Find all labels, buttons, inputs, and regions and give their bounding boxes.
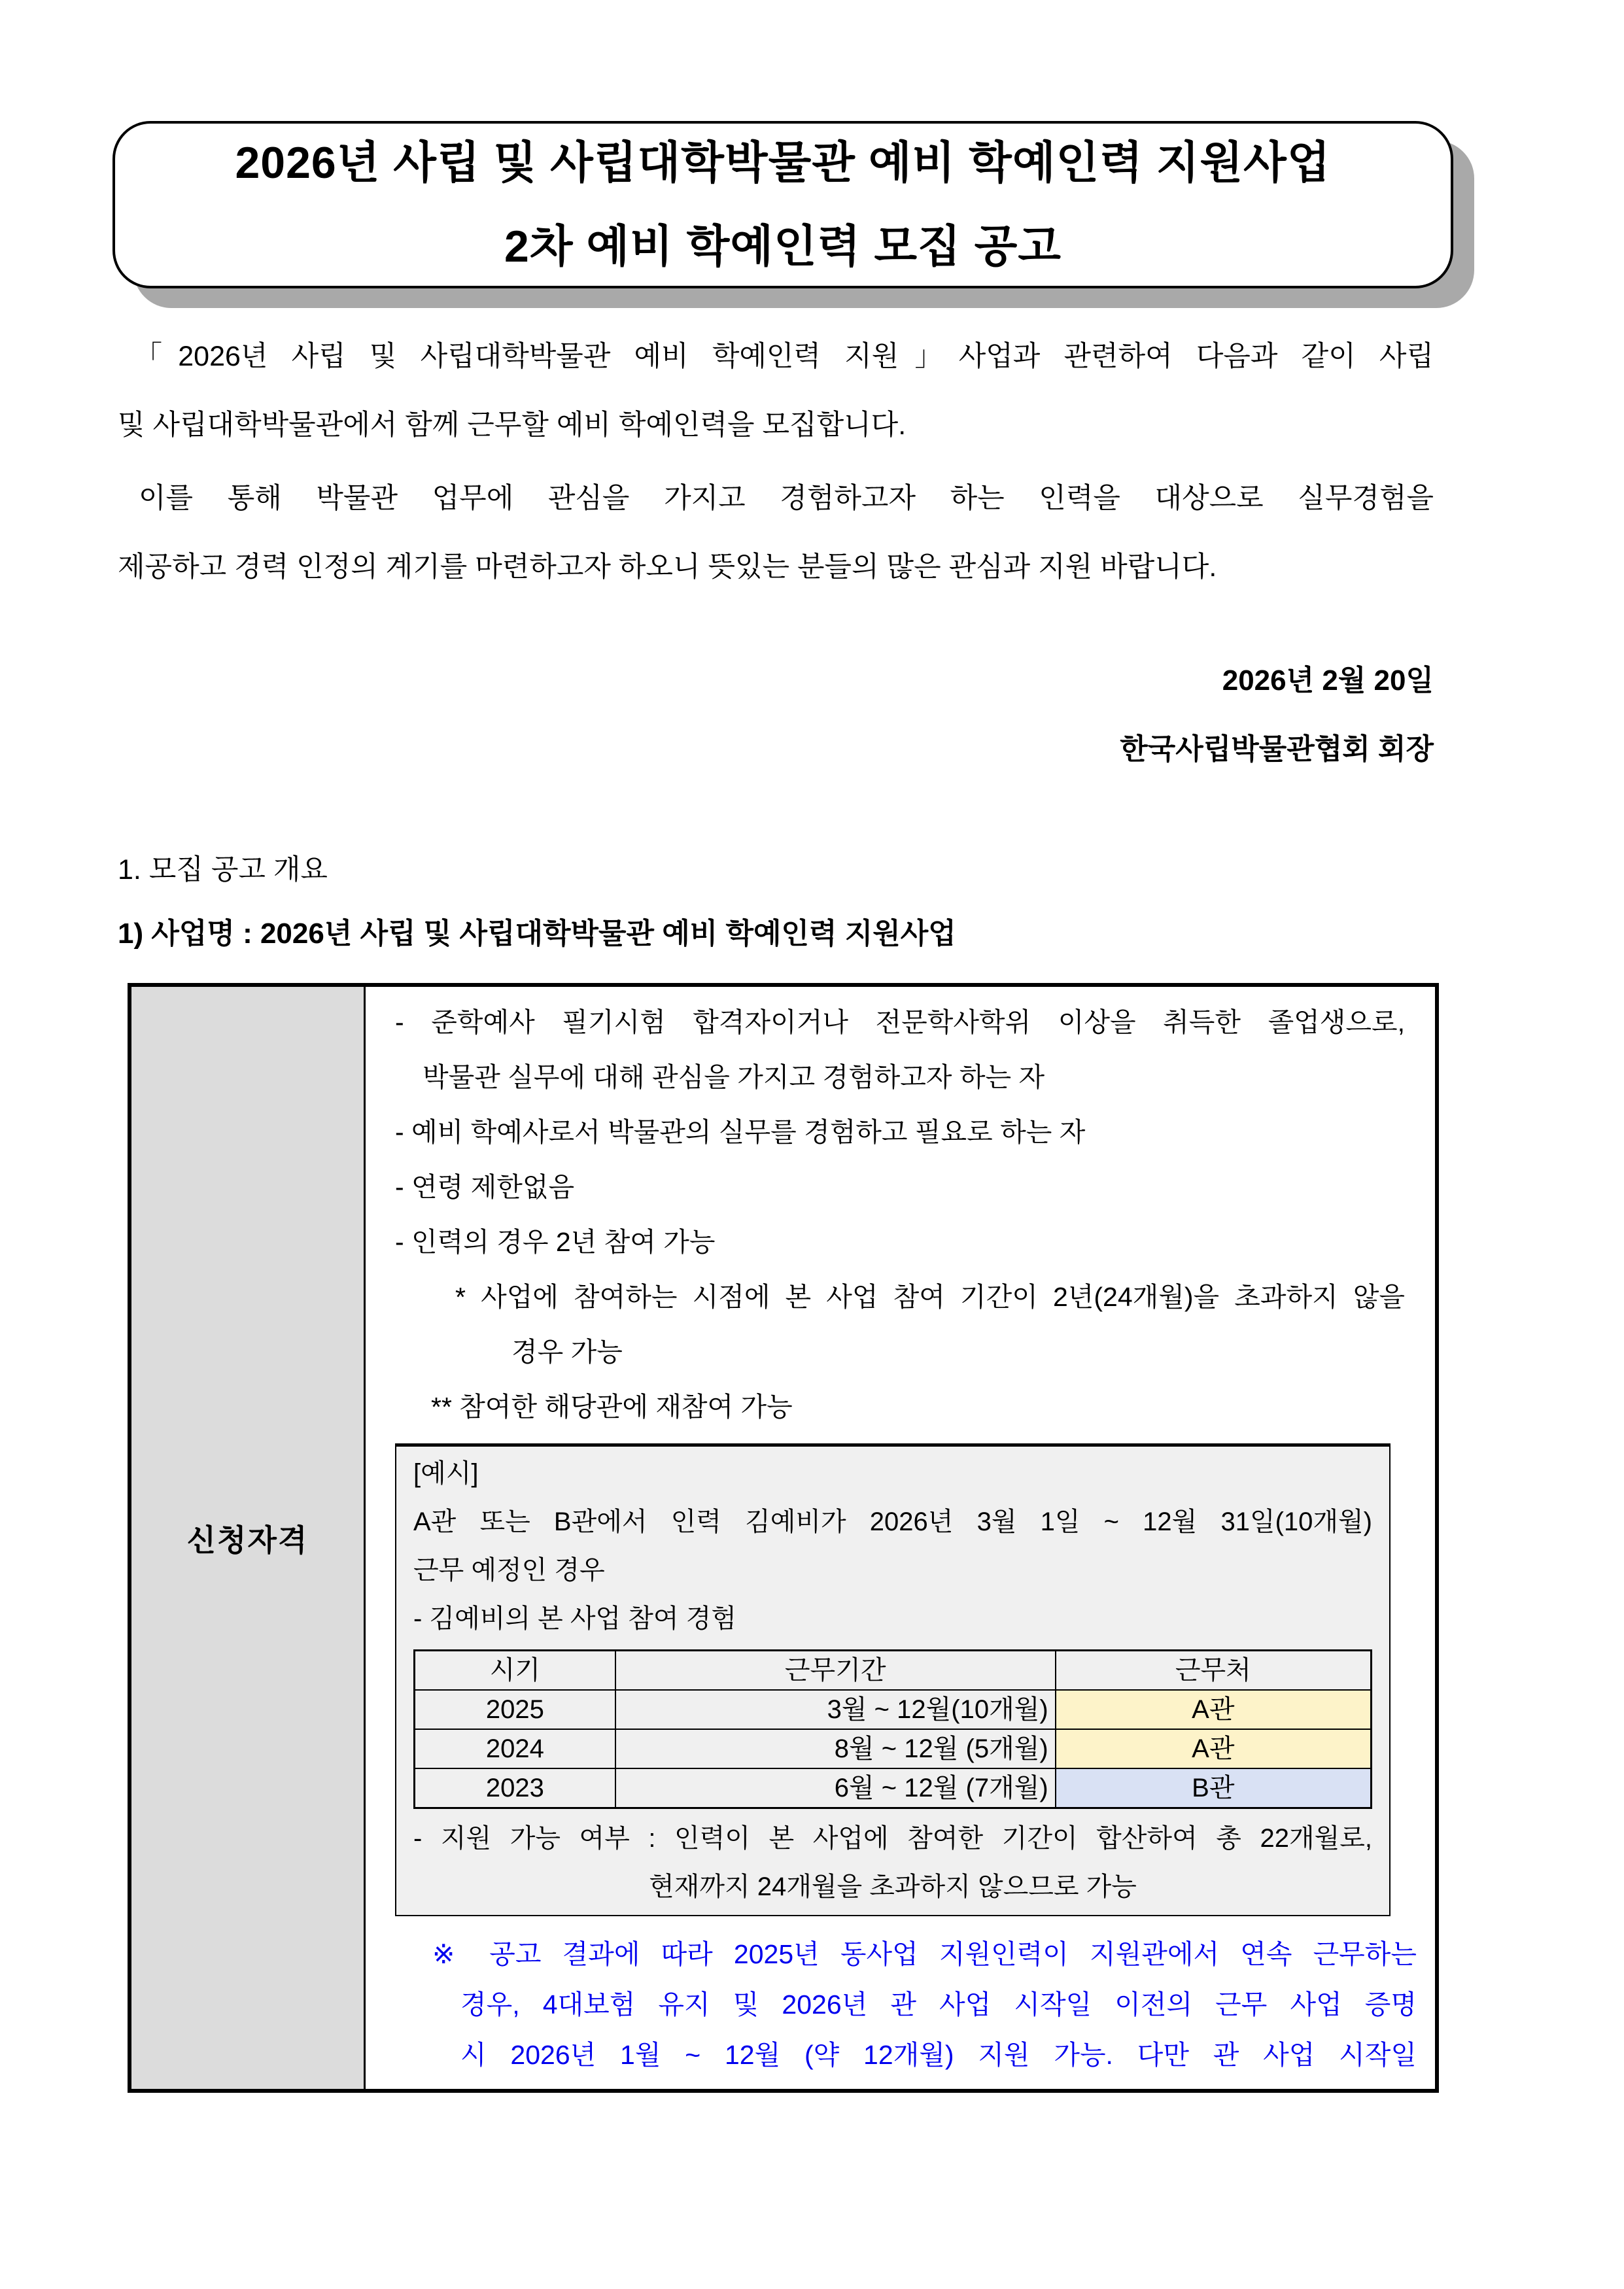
title-box — [112, 121, 1453, 288]
blue-note-line1: ※ 공고 결과에 따라 2025년 동사업 지원인력이 지원관에서 연속 근무하는 — [432, 1939, 1417, 1969]
intro-p1-line1: 「2026년 사립 및 사립대학박물관 예비 학예인력 지원」사업과 관련하여 다음과 같이 사립 — [134, 341, 1434, 372]
qualification-bullets — [395, 995, 1405, 1434]
title-line-2: 2차 예비 학예인력 모집 공고 — [504, 222, 1062, 271]
intro-p2-line1: 이를 통해 박물관 업무에 관심을 가지고 경험하고자 하는 인력을 대상으로 실무경험을 — [139, 483, 1434, 514]
history-row-2025 — [415, 1690, 1372, 1729]
history-workplace: A관 — [1056, 1729, 1372, 1768]
section-heading: 1. 모집 공고 개요 — [118, 854, 328, 886]
bullet-4: - 인력의 경우 2년 참여 가능 — [395, 1227, 716, 1257]
example-intro-line2: 근무 예정인 경우 — [413, 1556, 605, 1585]
signoff-date: 2026년 2월 20일 — [1222, 664, 1434, 697]
history-workplace: B관 — [1056, 1768, 1372, 1808]
intro-p1-line2: 및 사립대학박물관에서 함께 근무할 예비 학예인력을 모집합니다. — [118, 409, 907, 441]
example-intro-line1: A관 또는 B관에서 인력 김예비가 2026년 3월 1일 ~ 12월 31일(10개월) — [413, 1507, 1372, 1536]
bullet-6: ** 참여한 해당관에 재참여 가능 — [431, 1392, 793, 1422]
history-header-period: 시기 — [415, 1651, 615, 1691]
eligibility-line1: - 지원 가능 여부 : 인력이 본 사업에 참여한 기간이 합산하여 총 22개월로, — [413, 1824, 1372, 1853]
blue-note — [395, 1929, 1417, 2080]
history-workplace: A관 — [1056, 1690, 1372, 1729]
intro-paragraph-2 — [118, 464, 1434, 602]
history-header-duration: 근무기간 — [615, 1651, 1056, 1691]
bullet-3: - 연령 제한없음 — [395, 1172, 575, 1202]
example-label: [예시] — [413, 1459, 479, 1488]
qualification-row-header: 신청자격 — [186, 1523, 309, 1557]
history-duration: 6월 ~ 12월 (7개월) — [615, 1768, 1056, 1808]
blue-note-line2: 경우, 4대보험 유지 및 2026년 관 사업 시작일 이전의 근무 사업 증명 — [460, 1989, 1417, 2020]
bullet-5-line1: * 사업에 참여하는 시점에 본 사업 참여 기간이 2년(24개월)을 초과하지 않을 — [455, 1282, 1405, 1312]
intro-paragraph-1 — [118, 322, 1434, 460]
qualification-row-header-cell — [131, 987, 366, 2089]
history-duration: 3월 ~ 12월(10개월) — [615, 1690, 1056, 1729]
section-subheading: 1) 사업명 : 2026년 사립 및 사립대학박물관 예비 학예인력 지원사업 — [118, 918, 956, 950]
bullet-1-line2: 박물관 실무에 대해 관심을 가지고 경험하고자 하는 자 — [423, 1062, 1045, 1092]
blue-note-line3: 시 2026년 1월 ~ 12월 (약 12개월) 지원 가능. 다만 관 사업 시작일 — [460, 2040, 1417, 2070]
title-line-1: 2026년 사립 및 사립대학박물관 예비 학예인력 지원사업 — [235, 138, 1331, 188]
bullet-1-line1: - 준학예사 필기시험 합격자이거나 전문학사학위 이상을 취득한 졸업생으로, — [395, 1007, 1405, 1037]
example-experience-line: - 김예비의 본 사업 참여 경험 — [413, 1604, 736, 1633]
signoff-organization: 한국사립박물관협회 회장 — [1120, 733, 1434, 765]
eligibility-line2: 현재까지 24개월을 초과하지 않으므로 가능 — [649, 1872, 1137, 1901]
history-header-workplace: 근무처 — [1056, 1651, 1372, 1691]
history-year: 2025 — [415, 1690, 615, 1729]
intro-p2-line2: 제공하고 경력 인정의 계기를 마련하고자 하오니 뜻있는 분들의 많은 관심과 지원 바랍니다. — [118, 551, 1217, 583]
example-box — [395, 1443, 1391, 1916]
history-year: 2024 — [415, 1729, 615, 1768]
history-duration: 8월 ~ 12월 (5개월) — [615, 1729, 1056, 1768]
qualification-content-cell — [366, 987, 1435, 2089]
work-history-table — [413, 1649, 1372, 1809]
bullet-5-line2: 경우 가능 — [511, 1337, 623, 1367]
signoff — [118, 646, 1434, 783]
bullet-2: - 예비 학예사로서 박물관의 실무를 경험하고 필요로 하는 자 — [395, 1117, 1086, 1147]
history-row-2024 — [415, 1729, 1372, 1768]
qualification-table — [128, 983, 1439, 2093]
history-row-2023 — [415, 1768, 1372, 1808]
history-year: 2023 — [415, 1768, 615, 1808]
history-header-row — [415, 1651, 1372, 1691]
